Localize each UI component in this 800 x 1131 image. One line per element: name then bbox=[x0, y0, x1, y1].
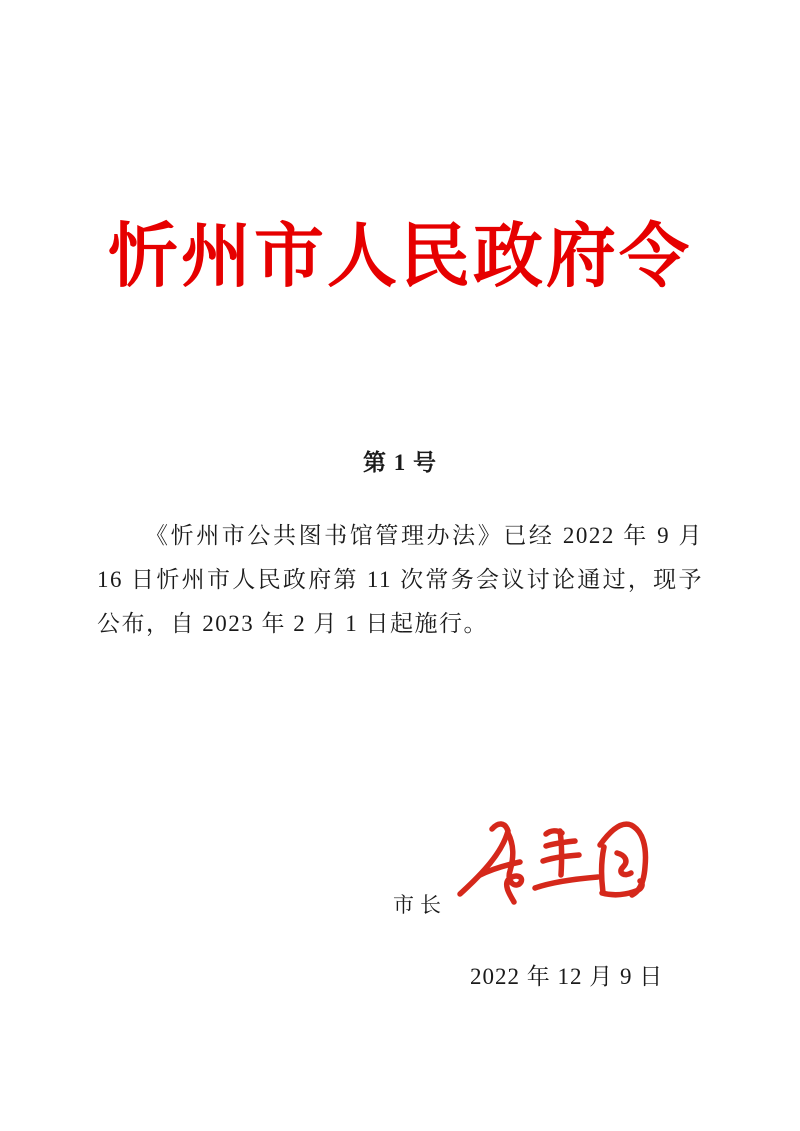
mayor-signature-handwriting bbox=[440, 795, 670, 925]
decree-body-text: 《忻州市公共图书馆管理办法》已经 2022 年 9 月 16 日忻州市人民政府第 11 次常务会议讨论通过，现予公布，自 2023 年 2 月 1 日起施行。 bbox=[97, 523, 703, 636]
decree-number: 第 1 号 bbox=[363, 450, 437, 475]
signature-block bbox=[0, 795, 800, 995]
decree-title: 忻州市人民政府令 bbox=[108, 217, 692, 295]
signer-title-label: 市长 bbox=[393, 893, 447, 917]
decree-date: 2022 年 12 月 9 日 bbox=[470, 964, 664, 989]
